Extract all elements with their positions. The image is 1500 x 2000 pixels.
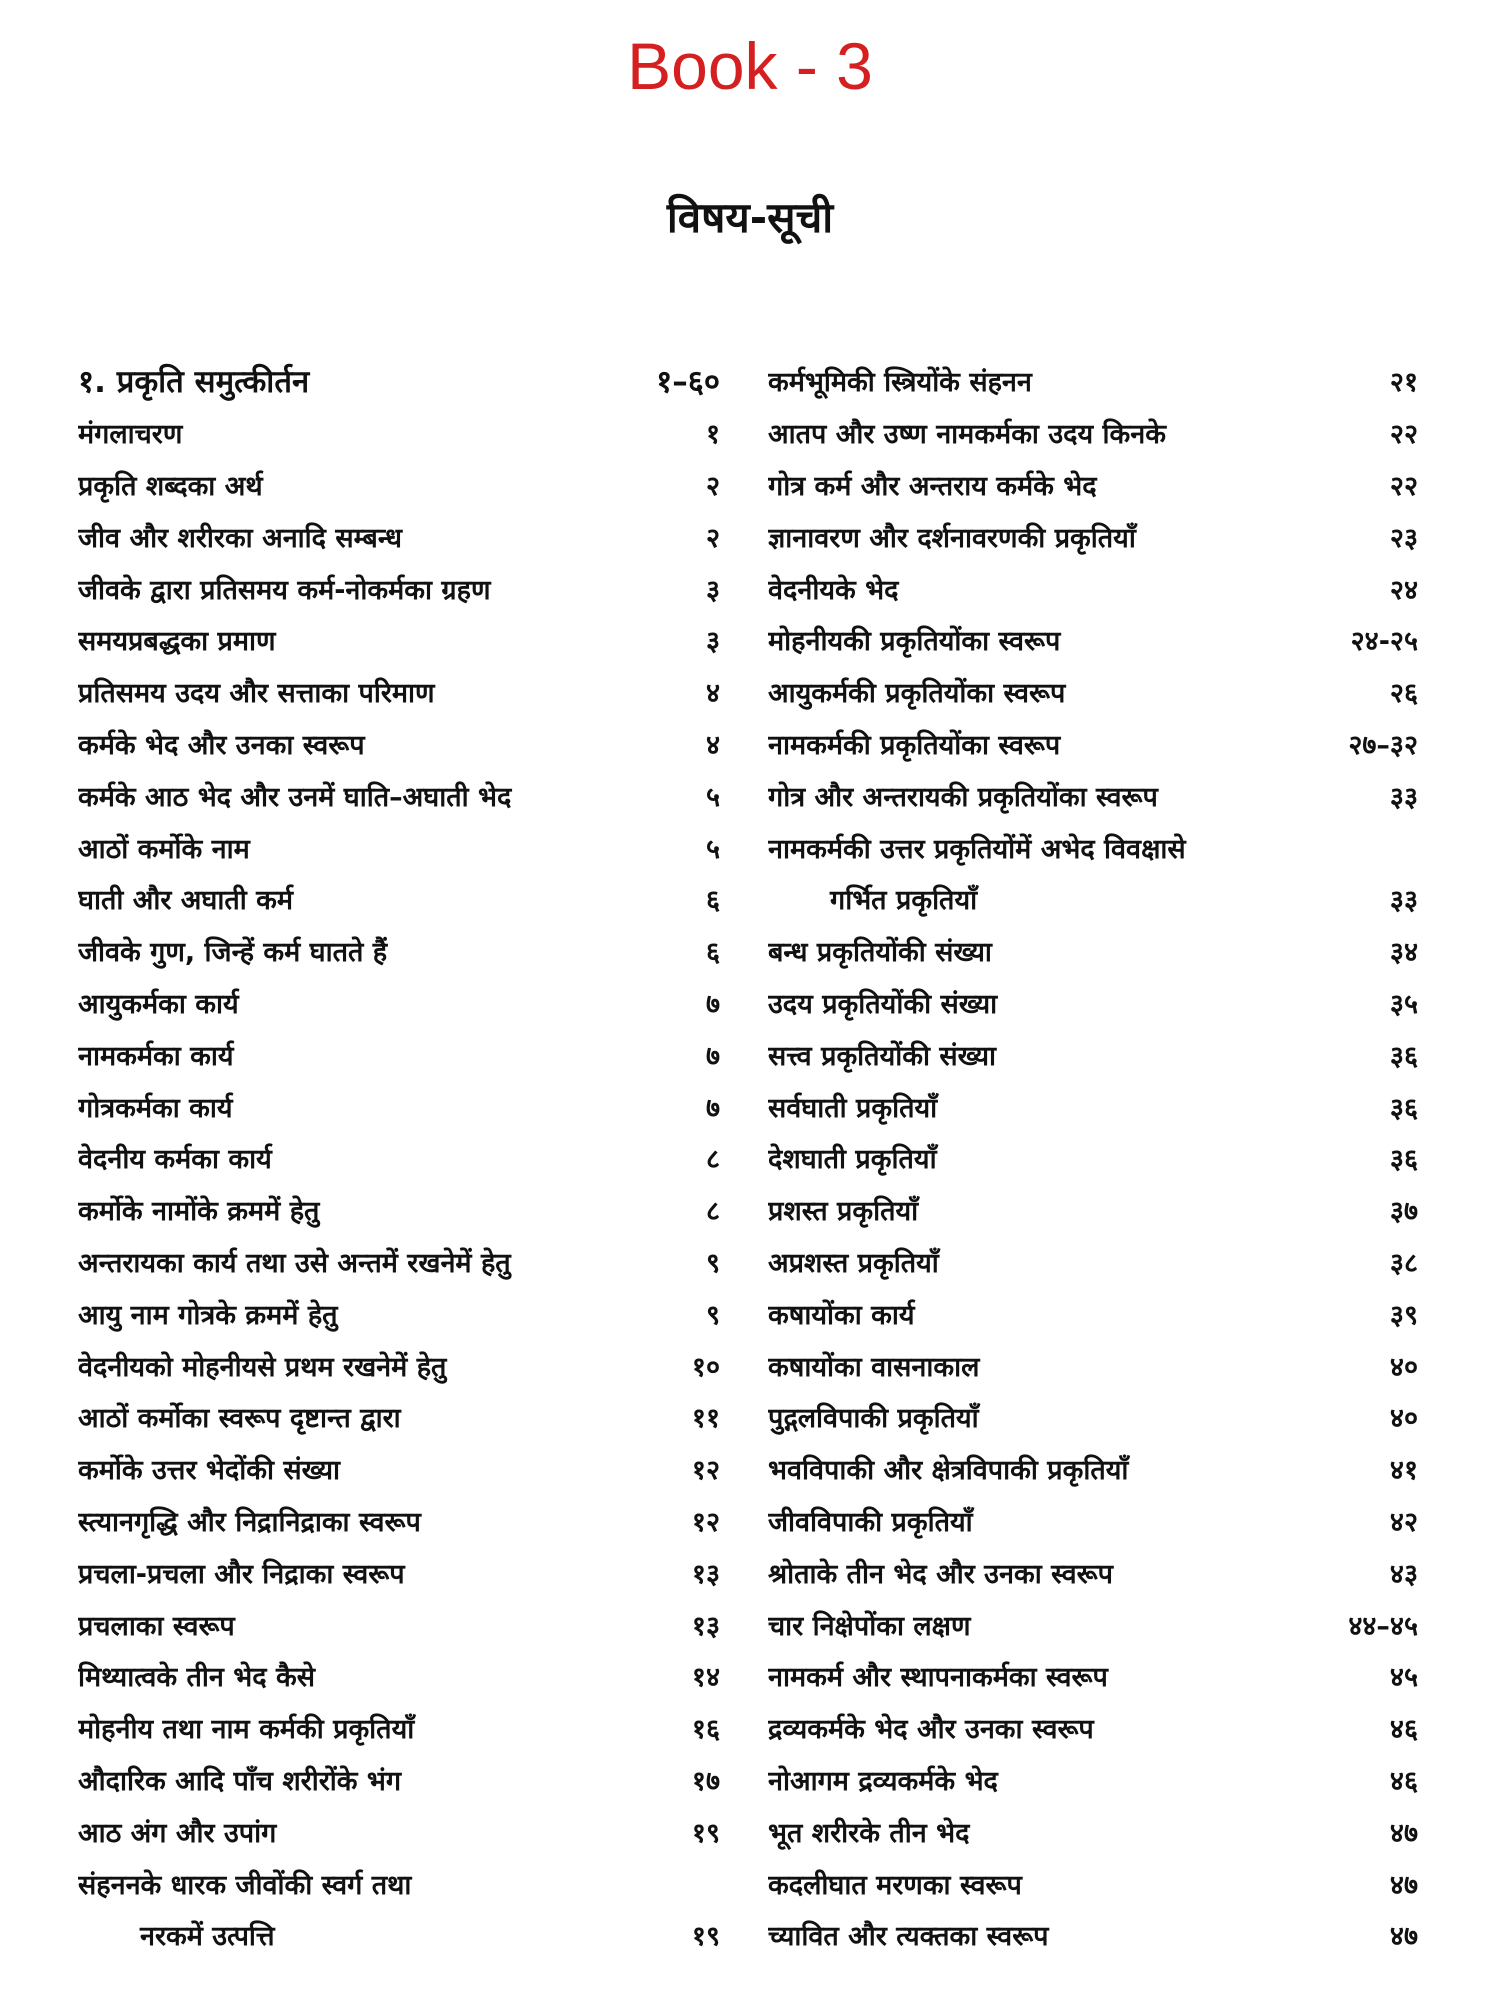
toc-entry-page: ४४–४५ <box>1348 1610 1418 1642</box>
toc-entry <box>768 977 1418 1029</box>
toc-entry <box>768 614 1418 666</box>
toc-entry-page: ४३ <box>1389 1558 1418 1590</box>
toc-entry-page: १–६० <box>656 363 720 400</box>
toc-entry-page: ३५ <box>1389 988 1418 1020</box>
toc-entry-title: आतप और उष्ण नामकर्मका उदय किनके <box>768 419 1166 451</box>
toc-entry-page: ११ <box>691 1403 720 1435</box>
toc-entry <box>768 769 1418 821</box>
toc-entry <box>78 1391 720 1443</box>
toc-right-column <box>768 355 1418 1961</box>
toc-entry-title: वेदनीयको मोहनीयसे प्रथम रखनेमें हेतु <box>78 1351 447 1383</box>
toc-entry-title: नरकमें उत्पत्ति <box>140 1921 275 1953</box>
toc-entry-title: कर्मोके उत्तर भेदोंकी संख्या <box>78 1455 341 1487</box>
toc-entry-title: आठ अंग और उपांग <box>78 1817 277 1849</box>
toc-entry <box>78 925 720 977</box>
toc-entry-page: २४ <box>1389 574 1418 606</box>
toc-entry-page: २७–३२ <box>1348 729 1418 761</box>
toc-entry <box>78 1598 720 1650</box>
toc-entry <box>78 510 720 562</box>
toc-entry <box>768 1339 1418 1391</box>
toc-entry <box>768 1080 1418 1132</box>
toc-entry <box>78 459 720 511</box>
toc-entry-page: ७ <box>705 1040 720 1072</box>
toc-entry-page: २ <box>705 522 720 554</box>
toc-entry <box>768 1287 1418 1339</box>
toc-entry-title: जीव और शरीरका अनादि सम्बन्ध <box>78 522 402 554</box>
toc-entry-title: कर्मोके नामोंके क्रममें हेतु <box>78 1196 320 1228</box>
toc-entry-title: नामकर्मकी प्रकृतियोंका स्वरूप <box>768 729 1061 761</box>
toc-entry-page: ३३ <box>1389 781 1418 813</box>
toc-entry-title: आठों कर्मोका स्वरूप दृष्टान्त द्वारा <box>78 1403 401 1435</box>
toc-entry-title: प्रचला-प्रचला और निद्राका स्वरूप <box>78 1558 405 1590</box>
toc-entry <box>78 1080 720 1132</box>
toc-entry <box>78 1443 720 1495</box>
toc-entry-title: नामकर्म और स्थापनाकर्मका स्वरूप <box>768 1662 1108 1694</box>
toc-entry <box>768 1546 1418 1598</box>
toc-entry <box>768 1495 1418 1547</box>
toc-entry-title: देशघाती प्रकृतियाँ <box>768 1144 937 1176</box>
toc-entry <box>78 1028 720 1080</box>
toc-entry-title: कषायोंका वासनाकाल <box>768 1351 980 1383</box>
toc-entry-title: १. प्रकृति समुत्कीर्तन <box>78 363 310 400</box>
toc-entry-title: नोआगम द्रव्यकर्मके भेद <box>768 1765 998 1797</box>
toc-entry-page: ६ <box>705 885 720 917</box>
toc-entry <box>78 1754 720 1806</box>
page-title: विषय-सूची <box>666 193 834 242</box>
toc-entry-title: कर्मके भेद और उनका स्वरूप <box>78 729 365 761</box>
toc-entry <box>768 459 1418 511</box>
toc-entry-title: नामकर्मका कार्य <box>78 1040 234 1072</box>
toc-entry <box>768 1805 1418 1857</box>
toc-entry <box>768 925 1418 977</box>
toc-entry-page: २३ <box>1389 522 1418 554</box>
toc-entry-title: वेदनीयके भेद <box>768 574 899 606</box>
toc-entry-page: १७ <box>691 1765 720 1797</box>
toc-entry <box>768 1650 1418 1702</box>
toc-entry-title: प्रचलाका स्वरूप <box>78 1610 235 1642</box>
toc-entry-title: कषायोंका कार्य <box>768 1299 915 1331</box>
toc-entry-page: ४१ <box>1389 1455 1418 1487</box>
toc-entry-title: भूत शरीरके तीन भेद <box>768 1817 970 1849</box>
toc-entry-page: ७ <box>705 1092 720 1124</box>
toc-entry-page: ३६ <box>1389 1040 1418 1072</box>
toc-entry-title: औदारिक आदि पाँच शरीरोंके भंग <box>78 1765 402 1797</box>
toc-entry-title: आयुकर्मकी प्रकृतियोंका स्वरूप <box>768 678 1066 710</box>
toc-entry-title: जीवके गुण, जिन्हें कर्म घातते हैं <box>78 937 388 969</box>
toc-entry-title: स्त्यानगृद्धि और निद्रानिद्राका स्वरूप <box>78 1506 421 1538</box>
toc-entry <box>768 718 1418 770</box>
toc-entry-title: अप्रशस्त प्रकृतियाँ <box>768 1247 939 1279</box>
toc-entry-page: १६ <box>691 1714 720 1746</box>
toc-entry-page: ५ <box>705 781 720 813</box>
toc-entry-page: १२ <box>691 1506 720 1538</box>
toc-entry-title: अन्तरायका कार्य तथा उसे अन्तमें रखनेमें हेतु <box>78 1247 511 1279</box>
toc-entry-page: ३८ <box>1389 1247 1418 1279</box>
toc-entry-page: ३६ <box>1389 1144 1418 1176</box>
toc-entry-page: ४५ <box>1389 1662 1418 1694</box>
toc-entry-page: २६ <box>1389 678 1418 710</box>
toc-entry-title: जीवविपाकी प्रकृतियाँ <box>768 1506 973 1538</box>
toc-entry <box>78 1650 720 1702</box>
toc-entry-page: ४६ <box>1389 1765 1418 1797</box>
toc-entry-page: ८ <box>705 1196 720 1228</box>
toc-entry-page: ३ <box>705 574 720 606</box>
toc-entry-page: ५ <box>705 833 720 865</box>
toc-entry <box>78 1909 720 1961</box>
toc-entry-page: ८ <box>705 1144 720 1176</box>
toc-entry-title: संहननके धारक जीवोंकी स्वर्ग तथा <box>78 1869 412 1901</box>
toc-entry-title: पुद्गलविपाकी प्रकृतियाँ <box>768 1403 979 1435</box>
toc-entry <box>768 1236 1418 1288</box>
toc-entry-page: २ <box>705 470 720 502</box>
toc-entry <box>78 1805 720 1857</box>
toc-entry <box>768 666 1418 718</box>
toc-entry-page: १९ <box>691 1921 720 1953</box>
toc-entry-title: ज्ञानावरण और दर्शनावरणकी प्रकृतियाँ <box>768 522 1136 554</box>
toc-entry-title: मिथ्यात्वके तीन भेद कैसे <box>78 1662 315 1694</box>
toc-entry <box>78 666 720 718</box>
toc-entry <box>768 821 1418 873</box>
toc-entry-page: ३७ <box>1389 1196 1418 1228</box>
toc-entry-page: १२ <box>691 1455 720 1487</box>
toc-entry <box>78 769 720 821</box>
toc-entry <box>78 407 720 459</box>
toc-entry-title: कदलीघात मरणका स्वरूप <box>768 1869 1022 1901</box>
toc-entry <box>768 562 1418 614</box>
toc-entry-title: गोत्र और अन्तरायकी प्रकृतियोंका स्वरूप <box>768 781 1158 813</box>
toc-entry-page: १३ <box>691 1610 720 1642</box>
toc-entry-title: गोत्रकर्मका कार्य <box>78 1092 233 1124</box>
toc-entry-title: कर्मके आठ भेद और उनमें घाति–अघाती भेद <box>78 781 512 813</box>
toc-entry <box>78 1857 720 1909</box>
toc-entry <box>768 1909 1418 1961</box>
toc-entry <box>768 1132 1418 1184</box>
toc-left-column <box>78 355 720 1961</box>
toc-entry-page: २४-२५ <box>1350 626 1418 658</box>
toc-entry <box>768 1857 1418 1909</box>
toc-entry-title: आठों कर्मोके नाम <box>78 833 250 865</box>
toc-entry <box>78 1339 720 1391</box>
toc-entry-title: घाती और अघाती कर्म <box>78 885 294 917</box>
toc-entry <box>78 1495 720 1547</box>
toc-entry-title: सत्त्व प्रकृतियोंकी संख्या <box>768 1040 997 1072</box>
toc-entry-page: १ <box>705 419 720 451</box>
toc-entry-title: वेदनीय कर्मका कार्य <box>78 1144 272 1176</box>
toc-entry-title: चार निक्षेपोंका लक्षण <box>768 1610 971 1642</box>
toc-entry-title: श्रोताके तीन भेद और उनका स्वरूप <box>768 1558 1113 1590</box>
toc-entry-title: प्रकृति शब्दका अर्थ <box>78 470 263 502</box>
toc-entry-page: ३ <box>705 626 720 658</box>
toc-entry-title: गर्भित प्रकृतियाँ <box>830 885 978 917</box>
toc-entry-page: १० <box>691 1351 720 1383</box>
toc-entry-page: १३ <box>691 1558 720 1590</box>
toc-entry-page: ७ <box>705 988 720 1020</box>
toc-entry <box>768 1598 1418 1650</box>
toc-entry-page: २२ <box>1389 470 1418 502</box>
toc-entry-page: ४७ <box>1389 1921 1418 1953</box>
toc-entry <box>768 1028 1418 1080</box>
toc-entry <box>78 1546 720 1598</box>
toc-entry-title: सर्वघाती प्रकृतियाँ <box>768 1092 938 1124</box>
toc-entry-page: ३६ <box>1389 1092 1418 1124</box>
toc-entry <box>78 1702 720 1754</box>
toc-entry-page: ६ <box>705 937 720 969</box>
book-label: Book - 3 <box>627 29 873 103</box>
toc-entry-page: ९ <box>705 1299 720 1331</box>
toc-entry-title: आयुकर्मका कार्य <box>78 988 239 1020</box>
toc-entry-title: उदय प्रकृतियोंकी संख्या <box>768 988 998 1020</box>
toc-entry <box>78 718 720 770</box>
toc-entry-page: २२ <box>1389 419 1418 451</box>
toc-entry <box>78 614 720 666</box>
toc-entry <box>78 1184 720 1236</box>
toc-entry <box>768 873 1418 925</box>
toc-entry <box>78 821 720 873</box>
toc-entry <box>768 1391 1418 1443</box>
toc-entry-page: ४७ <box>1389 1817 1418 1849</box>
toc-entry-title: नामकर्मकी उत्तर प्रकृतियोंमें अभेद विवक्षासे <box>768 833 1186 865</box>
toc-entry <box>78 873 720 925</box>
toc-entry-title: समयप्रबद्धका प्रमाण <box>78 626 276 658</box>
toc-entry-title: गोत्र कर्म और अन्तराय कर्मके भेद <box>768 470 1097 502</box>
toc-entry <box>78 1287 720 1339</box>
toc-entry <box>768 1443 1418 1495</box>
toc-entry-page: ३९ <box>1389 1299 1418 1331</box>
toc-entry <box>78 1132 720 1184</box>
toc-entry-page: ३३ <box>1389 885 1418 917</box>
toc-entry-page: ४६ <box>1389 1714 1418 1746</box>
toc-entry-title: मोहनीय तथा नाम कर्मकी प्रकृतियाँ <box>78 1714 415 1746</box>
toc-entry-page: ४७ <box>1389 1869 1418 1901</box>
toc-entry-page: २१ <box>1389 367 1418 399</box>
toc-entry <box>78 1236 720 1288</box>
toc-section-heading <box>78 355 720 407</box>
toc-entry-title: कर्मभूमिकी स्त्रियोंके संहनन <box>768 367 1032 399</box>
toc-entry <box>78 562 720 614</box>
toc-entry-title: आयु नाम गोत्रके क्रममें हेतु <box>78 1299 338 1331</box>
toc-entry-page: १४ <box>691 1662 720 1694</box>
toc-entry-title: भवविपाकी और क्षेत्रविपाकी प्रकृतियाँ <box>768 1455 1129 1487</box>
toc-entry-page: ४० <box>1389 1351 1418 1383</box>
toc-entry-title: मोहनीयकी प्रकृतियोंका स्वरूप <box>768 626 1061 658</box>
toc-entry <box>768 407 1418 459</box>
toc-entry-title: मंगलाचरण <box>78 419 183 451</box>
toc-entry <box>78 977 720 1029</box>
toc-entry-page: ४२ <box>1389 1506 1418 1538</box>
toc-entry-page: ३४ <box>1389 937 1418 969</box>
toc-entry-title: च्यावित और त्यक्तका स्वरूप <box>768 1921 1049 1953</box>
toc-entry-title: बन्ध प्रकृतियोंकी संख्या <box>768 937 992 969</box>
toc-entry-page: ९ <box>705 1247 720 1279</box>
toc-entry <box>768 355 1418 407</box>
toc-entry-page: ४ <box>705 729 720 761</box>
toc-entry-title: द्रव्यकर्मके भेद और उनका स्वरूप <box>768 1714 1094 1746</box>
toc-entry-title: प्रतिसमय उदय और सत्ताका परिमाण <box>78 678 435 710</box>
toc-entry <box>768 1184 1418 1236</box>
toc-entry <box>768 510 1418 562</box>
toc-entry <box>768 1754 1418 1806</box>
toc-entry <box>768 1702 1418 1754</box>
toc-entry-title: प्रशस्त प्रकृतियाँ <box>768 1196 919 1228</box>
toc-entry-title: जीवके द्वारा प्रतिसमय कर्म-नोकर्मका ग्रहण <box>78 574 491 606</box>
toc-entry-page: ४० <box>1389 1403 1418 1435</box>
toc-entry-page: १९ <box>691 1817 720 1849</box>
toc-entry-page: ४ <box>705 678 720 710</box>
